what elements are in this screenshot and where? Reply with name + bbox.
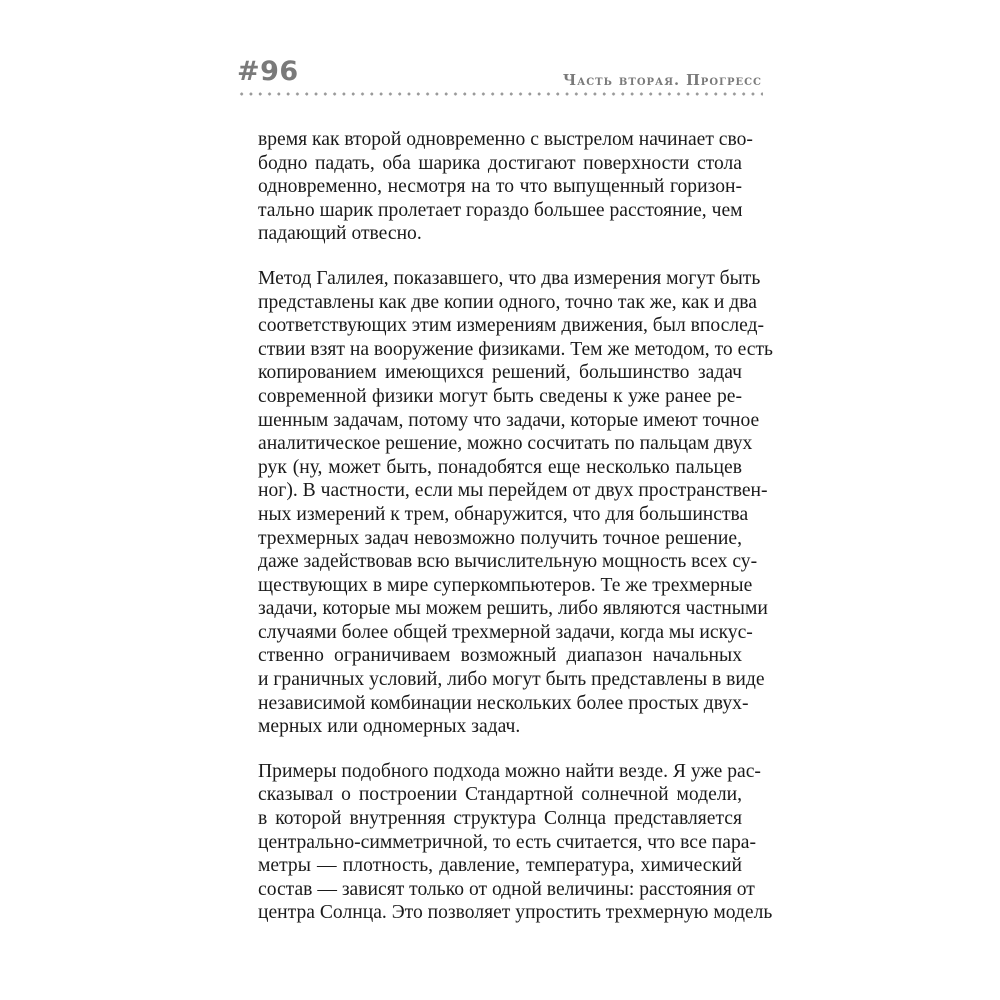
text-line: бодно падать, оба шарика достигают поверхности стола <box>258 152 742 174</box>
text-line: ных измерений к трем, обнаружится, что для большинства <box>258 503 749 525</box>
text-line: время как второй одновременно с выстрелом начинает сво- <box>258 129 753 150</box>
text-line: трехмерных задач невозможно получить точное решение, <box>258 527 742 549</box>
text-line: ственно ограничиваем возможный диапазон начальных <box>258 645 742 667</box>
text-line: Метод Галилея, показавшего, что два измерения могут быть <box>258 267 761 289</box>
text-line: аналитическое решение, можно сосчитать по пальцам двух <box>258 433 753 455</box>
text-line: ствии взят на вооружение физиками. Тем же методом, то есть <box>258 338 773 360</box>
text-line: метры — плотность, давление, температура, химический <box>258 855 742 877</box>
body-text <box>258 128 773 946</box>
text-line: случаями более общей трехмерной задачи, когда мы искус- <box>258 621 753 643</box>
running-header: Часть вторая. Прогресс <box>562 72 762 89</box>
text-line: соответствующих этим измерениям движения, был впослед- <box>258 315 765 337</box>
page-number: #96 <box>237 56 299 87</box>
text-line: представлены как две копии одного, точно так же, как и два <box>258 291 757 313</box>
text-line: современной физики могут быть сведены к уже ранее ре- <box>258 385 742 407</box>
paragraph-1 <box>258 128 753 246</box>
text-line: задачи, которые мы можем решить, либо являются частными <box>258 598 768 620</box>
text-line: падающий отвесно. <box>258 223 422 245</box>
dotted-divider <box>237 92 763 96</box>
text-line: ног). В частности, если мы перейдем от двух пространствен- <box>258 480 768 502</box>
text-line: сказывал о построении Стандартной солнечной модели, <box>258 784 742 806</box>
paragraph-2 <box>258 267 773 739</box>
text-line: центрально-симметричной, то есть считается, что все пара- <box>258 831 756 853</box>
text-line: рук (ну, может быть, понадобятся еще несколько пальцев <box>258 456 742 478</box>
text-line: в которой внутренняя структура Солнца представляется <box>258 808 742 830</box>
text-line: одновременно, несмотря на то что выпущенный горизон- <box>258 176 742 198</box>
text-line: копированием имеющихся решений, большинство задач <box>258 362 742 384</box>
text-line: мерных или одномерных задач. <box>258 716 521 738</box>
text-line: ществующих в мире суперкомпьютеров. Те же трехмерные <box>258 574 753 596</box>
text-line: и граничных условий, либо могут быть представлены в виде <box>258 669 765 691</box>
text-line: независимой комбинации нескольких более простых двух- <box>258 692 749 714</box>
text-line: центра Солнца. Это позволяет упростить трехмерную модель <box>258 902 773 924</box>
text-line: состав — зависят только от одной величины: расстояния от <box>258 878 755 900</box>
text-line: Примеры подобного подхода можно найти везде. Я уже рас- <box>258 760 761 782</box>
text-line: шенным задачам, потому что задачи, которые имеют точное <box>258 409 760 431</box>
text-line: даже задействовав всю вычислительную мощность всех су- <box>258 551 758 573</box>
text-line: тально шарик пролетает гораздо большее расстояние, чем <box>258 199 743 221</box>
paragraph-3 <box>258 760 773 925</box>
